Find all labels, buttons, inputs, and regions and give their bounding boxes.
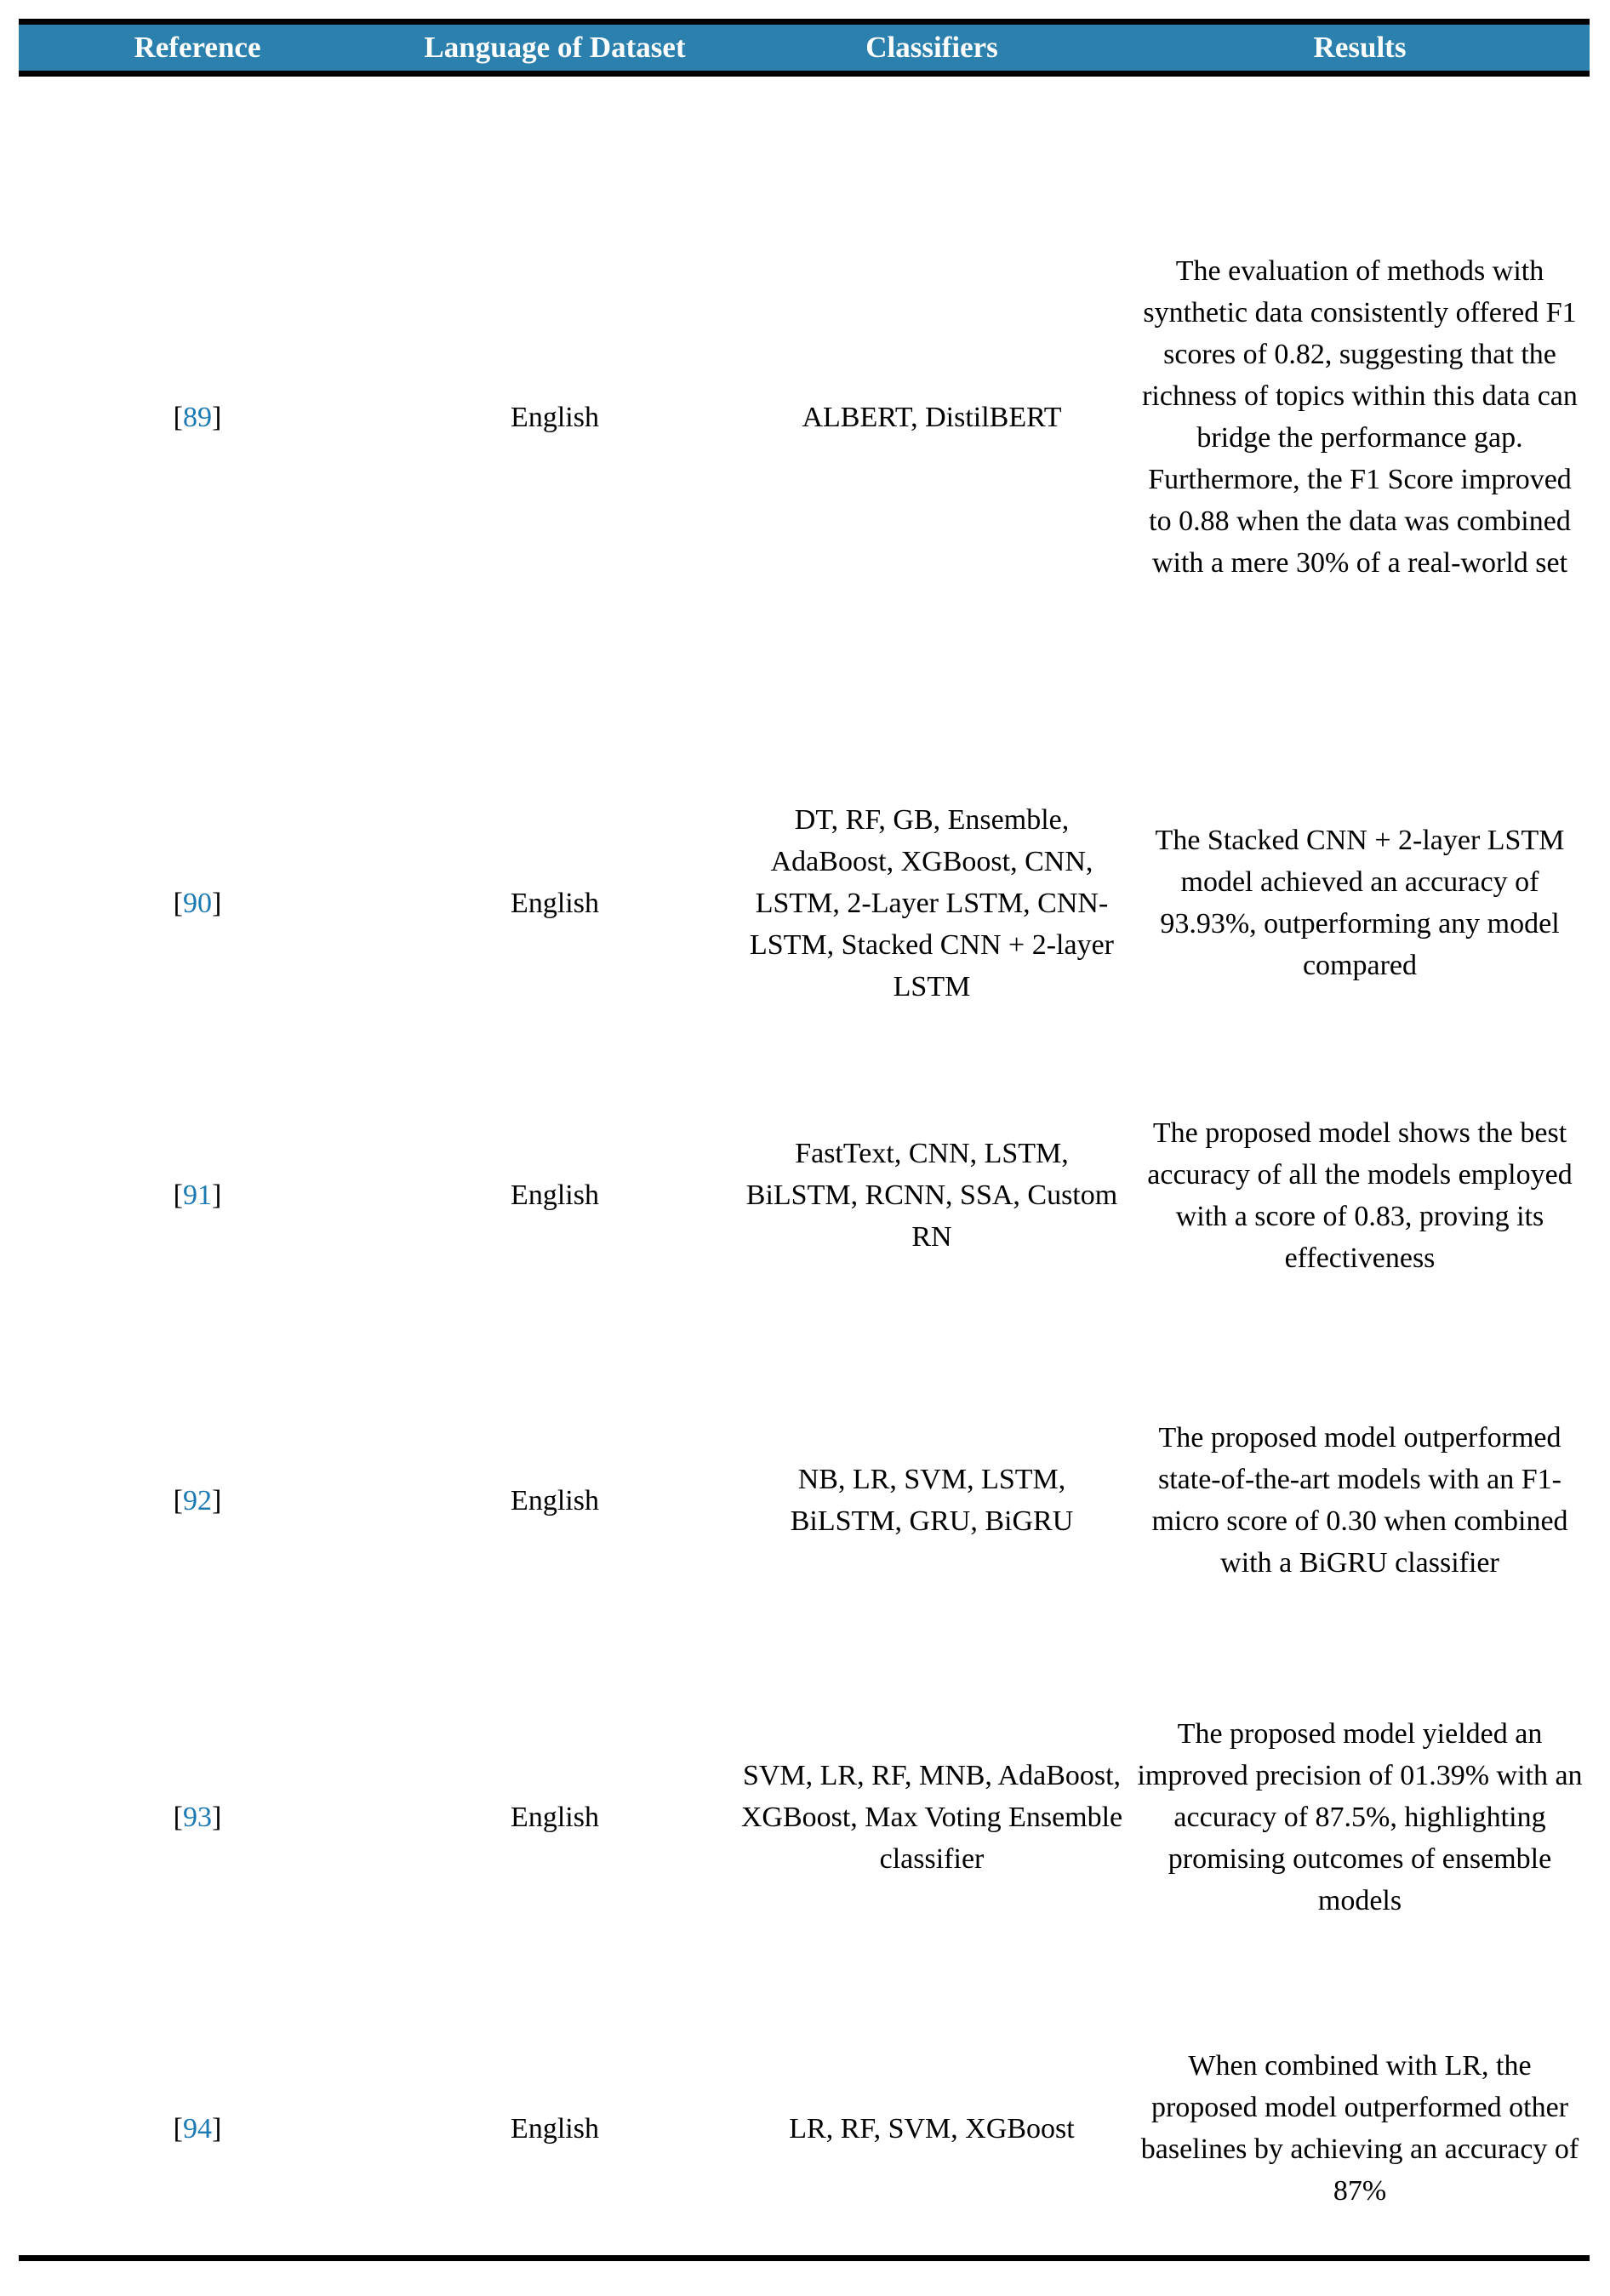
citation-bracket-open: [ — [173, 2112, 183, 2145]
citation-number[interactable]: 89 — [183, 401, 212, 433]
citation-bracket-close: ] — [212, 401, 222, 433]
citation-number[interactable]: 93 — [183, 1801, 212, 1833]
citation-bracket-open: [ — [173, 1484, 183, 1516]
table-row — [19, 1048, 1590, 1342]
language-cell: English — [511, 1484, 599, 1516]
table-row — [19, 1975, 1590, 2282]
citation-bracket-open: [ — [173, 401, 183, 433]
classifiers-cell: SVM, LR, RF, MNB, AdaBoost, XGBoost, Max Voting Ensemble classifier — [740, 1759, 1123, 1875]
classifiers-cell: DT, RF, GB, Ensemble, AdaBoost, XGBoost, CNN, LSTM, 2-Layer LSTM, CNN-LSTM, Stacked CNN + 2-layer LSTM — [749, 803, 1115, 1002]
table-header-rule — [19, 71, 1590, 77]
classifiers-cell: LR, RF, SVM, XGBoost — [789, 2112, 1075, 2145]
citation-bracket-close: ] — [212, 1179, 222, 1211]
citation-number[interactable]: 94 — [183, 2112, 212, 2145]
reference-cell — [19, 1174, 376, 1216]
citation-bracket-open: [ — [173, 1801, 183, 1833]
language-cell: English — [511, 887, 599, 919]
citation-number[interactable]: 92 — [183, 1484, 212, 1516]
citation-bracket-close: ] — [212, 887, 222, 919]
citation-bracket-open: [ — [173, 1179, 183, 1211]
language-cell: English — [511, 401, 599, 433]
column-header-classifiers: Classifiers — [865, 31, 998, 64]
table-bottom-rule — [19, 2255, 1590, 2261]
table-row — [19, 757, 1590, 1048]
results-cell: The proposed model yielded an improved precision of 01.39% with an accuracy of 87.5%, highlighting promising outcomes of ensemble models — [1137, 1717, 1583, 1916]
citation-bracket-close: ] — [212, 1484, 222, 1516]
table-header-row — [19, 25, 1590, 71]
language-cell: English — [511, 1801, 599, 1833]
table-body — [19, 77, 1590, 2282]
citation-number[interactable]: 91 — [183, 1179, 212, 1211]
reference-cell — [19, 1796, 376, 1838]
results-cell: The proposed model outperformed state-of-the-art models with an F1-micro score of 0.30 when combined with a BiGRU classifier — [1151, 1422, 1568, 1579]
results-cell: The Stacked CNN + 2-layer LSTM model achieved an accuracy of 93.93%, outperforming any model compared — [1155, 825, 1565, 981]
language-cell: English — [511, 1179, 599, 1211]
reference-cell — [19, 882, 376, 924]
table-row — [19, 1659, 1590, 1975]
table-row — [19, 77, 1590, 757]
citation-bracket-close: ] — [212, 2112, 222, 2145]
citation-number[interactable]: 90 — [183, 887, 212, 919]
reference-cell — [19, 397, 376, 438]
results-cell: The proposed model shows the best accuracy of all the models employed with a score of 0.83, proving its effectiveness — [1147, 1117, 1573, 1274]
reference-cell — [19, 1480, 376, 1522]
language-cell: English — [511, 2112, 599, 2145]
column-header-reference: Reference — [134, 31, 261, 64]
results-cell: The evaluation of methods with synthetic data consistently offered F1 scores of 0.82, suggesting that the richness of topics within this data can bridge the performance gap. Furthermore, the F1 Score improved to 0.88 when the data was combined with a mere 30% of a real-world set — [1142, 255, 1578, 579]
table-top-rule — [19, 19, 1590, 25]
results-cell: When combined with LR, the proposed model outperformed other baselines by achieving an accuracy of 87% — [1140, 2050, 1579, 2207]
citation-bracket-open: [ — [173, 887, 183, 919]
classifiers-cell: NB, LR, SVM, LSTM, BiLSTM, GRU, BiGRU — [790, 1464, 1074, 1537]
comparison-table — [19, 19, 1590, 2282]
classifiers-cell: FastText, CNN, LSTM, BiLSTM, RCNN, SSA, Custom RN — [745, 1138, 1118, 1253]
classifiers-cell: ALBERT, DistilBERT — [802, 401, 1062, 433]
column-header-language: Language of Dataset — [424, 31, 686, 64]
table-row — [19, 1342, 1590, 1659]
citation-bracket-close: ] — [212, 1801, 222, 1833]
reference-cell — [19, 2108, 376, 2150]
column-header-results: Results — [1313, 31, 1407, 64]
